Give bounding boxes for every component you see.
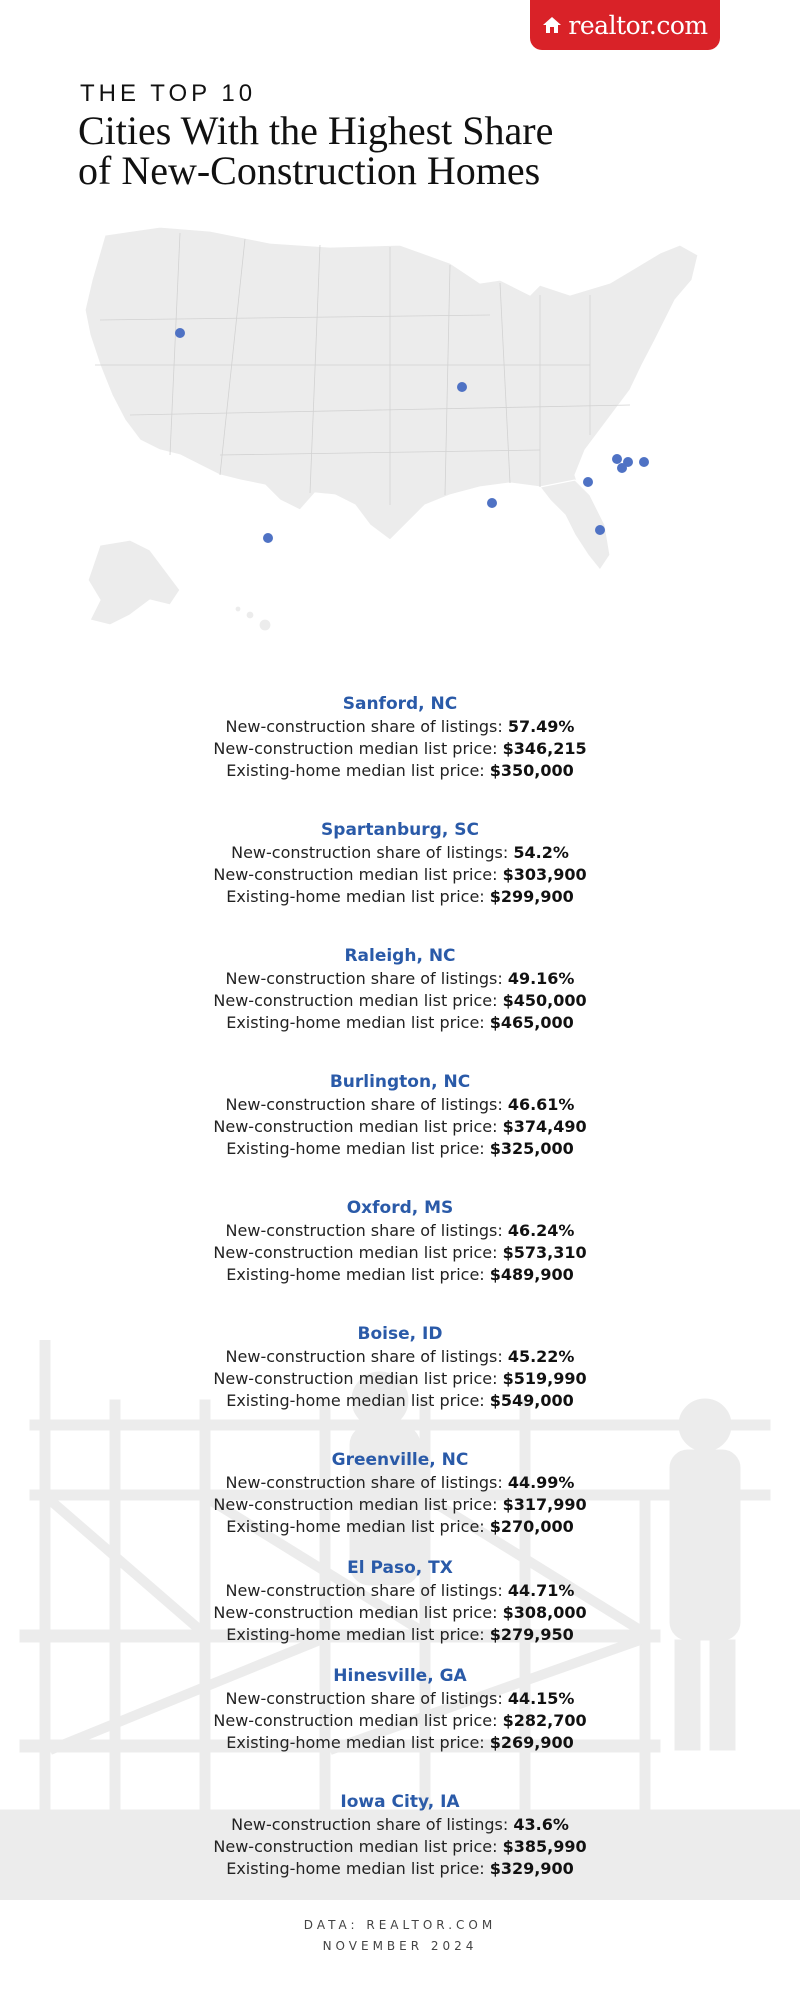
new-price-value: $282,700 (502, 1711, 587, 1730)
city-block-boise (0, 1322, 800, 1412)
share-value: 54.2% (513, 843, 569, 862)
existing-price-line (0, 1138, 800, 1160)
new-price-line (0, 738, 800, 760)
city-name: Hinesville, GA (333, 1666, 467, 1686)
new-price-line (0, 1368, 800, 1390)
share-value: 43.6% (513, 1815, 569, 1834)
share-value: 46.24% (507, 1221, 575, 1240)
new-price-line (0, 864, 800, 886)
existing-price-label: Existing-home median list price: (226, 1139, 490, 1158)
share-line (0, 1688, 800, 1710)
new-price-line (0, 1494, 800, 1516)
share-value: 44.99% (507, 1473, 575, 1492)
share-line (0, 716, 800, 738)
share-label: New-construction share of listings: (225, 1581, 508, 1600)
new-price-value: $385,990 (502, 1837, 587, 1856)
new-price-label: New-construction median list price: (213, 1837, 503, 1856)
city-name: Greenville, NC (331, 1450, 469, 1470)
city-name: Spartanburg, SC (321, 820, 479, 840)
existing-price-line (0, 1012, 800, 1034)
logo-text: realtor.com (568, 10, 708, 40)
city-name: El Paso, TX (347, 1558, 453, 1578)
share-line (0, 1346, 800, 1368)
share-label: New-construction share of listings: (231, 1815, 514, 1834)
share-value: 46.61% (507, 1095, 575, 1114)
share-value: 57.49% (507, 717, 575, 736)
existing-price-label: Existing-home median list price: (226, 761, 490, 780)
marker-oxford (487, 498, 497, 508)
share-label: New-construction share of listings: (225, 1689, 508, 1708)
alaska-shape (88, 540, 180, 625)
existing-price-value: $269,900 (489, 1733, 574, 1752)
city-name: Oxford, MS (346, 1198, 454, 1218)
new-price-line (0, 1116, 800, 1138)
new-price-label: New-construction median list price: (213, 1369, 503, 1388)
existing-price-value: $299,900 (489, 887, 574, 906)
city-block-el-paso (0, 1556, 800, 1646)
city-block-spartanburg (0, 818, 800, 908)
city-name: Sanford, NC (342, 694, 458, 714)
footer-date: NOVEMBER 2024 (322, 1939, 478, 1953)
new-price-label: New-construction median list price: (213, 1243, 503, 1262)
share-label: New-construction share of listings: (225, 1347, 508, 1366)
marker-el-paso (263, 533, 273, 543)
existing-price-line (0, 1390, 800, 1412)
marker-hinesville (595, 525, 605, 535)
kicker: THE TOP 10 (80, 80, 257, 107)
footer-source: DATA: REALTOR.COM (303, 1918, 497, 1932)
map-land (85, 227, 698, 631)
hawaii-shape (259, 619, 271, 631)
footer (0, 1915, 800, 1957)
existing-price-label: Existing-home median list price: (226, 1013, 490, 1032)
share-line (0, 1580, 800, 1602)
house-icon (542, 15, 562, 35)
new-price-value: $573,310 (502, 1243, 587, 1262)
new-price-label: New-construction median list price: (213, 1711, 503, 1730)
new-price-value: $317,990 (502, 1495, 587, 1514)
share-value: 44.15% (507, 1689, 575, 1708)
new-price-label: New-construction median list price: (213, 865, 503, 884)
new-price-value: $519,990 (502, 1369, 587, 1388)
new-price-value: $346,215 (502, 739, 587, 758)
share-label: New-construction share of listings: (231, 843, 514, 862)
share-label: New-construction share of listings: (225, 1221, 508, 1240)
city-name: Burlington, NC (329, 1072, 471, 1092)
marker-greenville (639, 457, 649, 467)
us-map (70, 225, 740, 645)
city-name: Boise, ID (357, 1324, 443, 1344)
new-price-value: $450,000 (502, 991, 587, 1010)
city-name: Raleigh, NC (344, 946, 456, 966)
title-line-2: of New-Construction Homes (78, 148, 541, 193)
city-block-burlington (0, 1070, 800, 1160)
new-price-line (0, 1710, 800, 1732)
city-block-iowa-city (0, 1790, 800, 1880)
city-block-raleigh (0, 944, 800, 1034)
realtor-logo (530, 0, 720, 50)
share-label: New-construction share of listings: (225, 969, 508, 988)
new-price-label: New-construction median list price: (213, 991, 503, 1010)
share-value: 49.16% (507, 969, 575, 988)
marker-iowa-city (457, 382, 467, 392)
marker-spartanburg (583, 477, 593, 487)
share-label: New-construction share of listings: (225, 717, 508, 736)
existing-price-line (0, 1858, 800, 1880)
new-price-label: New-construction median list price: (213, 739, 503, 758)
share-value: 44.71% (507, 1581, 575, 1600)
share-line (0, 842, 800, 864)
existing-price-value: $279,950 (489, 1625, 574, 1644)
share-line (0, 1094, 800, 1116)
existing-price-label: Existing-home median list price: (226, 1859, 490, 1878)
share-value: 45.22% (507, 1347, 575, 1366)
existing-price-line (0, 760, 800, 782)
existing-price-value: $325,000 (489, 1139, 574, 1158)
existing-price-label: Existing-home median list price: (226, 1391, 490, 1410)
share-line (0, 1220, 800, 1242)
existing-price-value: $489,900 (489, 1265, 574, 1284)
new-price-line (0, 990, 800, 1012)
city-block-oxford (0, 1196, 800, 1286)
marker-raleigh (612, 454, 622, 464)
new-price-line (0, 1836, 800, 1858)
existing-price-value: $350,000 (489, 761, 574, 780)
share-label: New-construction share of listings: (225, 1473, 508, 1492)
new-price-value: $374,490 (502, 1117, 587, 1136)
new-price-label: New-construction median list price: (213, 1495, 503, 1514)
florida-shape (540, 480, 610, 570)
marker-boise (175, 328, 185, 338)
existing-price-value: $549,000 (489, 1391, 574, 1410)
contiguous-us-shape (85, 227, 698, 545)
share-line (0, 968, 800, 990)
new-price-line (0, 1242, 800, 1264)
existing-price-label: Existing-home median list price: (226, 1625, 490, 1644)
city-block-hinesville (0, 1664, 800, 1754)
existing-price-line (0, 886, 800, 908)
existing-price-label: Existing-home median list price: (226, 1517, 490, 1536)
city-block-greenville (0, 1448, 800, 1538)
new-price-line (0, 1602, 800, 1624)
existing-price-value: $329,900 (489, 1859, 574, 1878)
marker-sanford (617, 463, 627, 473)
new-price-label: New-construction median list price: (213, 1117, 503, 1136)
title-line-1: Cities With the Highest Share (78, 108, 554, 153)
page-title (78, 108, 698, 193)
existing-price-value: $465,000 (489, 1013, 574, 1032)
new-price-value: $308,000 (502, 1603, 587, 1622)
existing-price-label: Existing-home median list price: (226, 887, 490, 906)
existing-price-line (0, 1264, 800, 1286)
share-label: New-construction share of listings: (225, 1095, 508, 1114)
share-line (0, 1814, 800, 1836)
share-line (0, 1472, 800, 1494)
existing-price-label: Existing-home median list price: (226, 1733, 490, 1752)
new-price-label: New-construction median list price: (213, 1603, 503, 1622)
city-name: Iowa City, IA (340, 1792, 460, 1812)
existing-price-value: $270,000 (489, 1517, 574, 1536)
existing-price-line (0, 1732, 800, 1754)
existing-price-line (0, 1624, 800, 1646)
city-block-sanford (0, 692, 800, 782)
existing-price-line (0, 1516, 800, 1538)
new-price-value: $303,900 (502, 865, 587, 884)
existing-price-label: Existing-home median list price: (226, 1265, 490, 1284)
